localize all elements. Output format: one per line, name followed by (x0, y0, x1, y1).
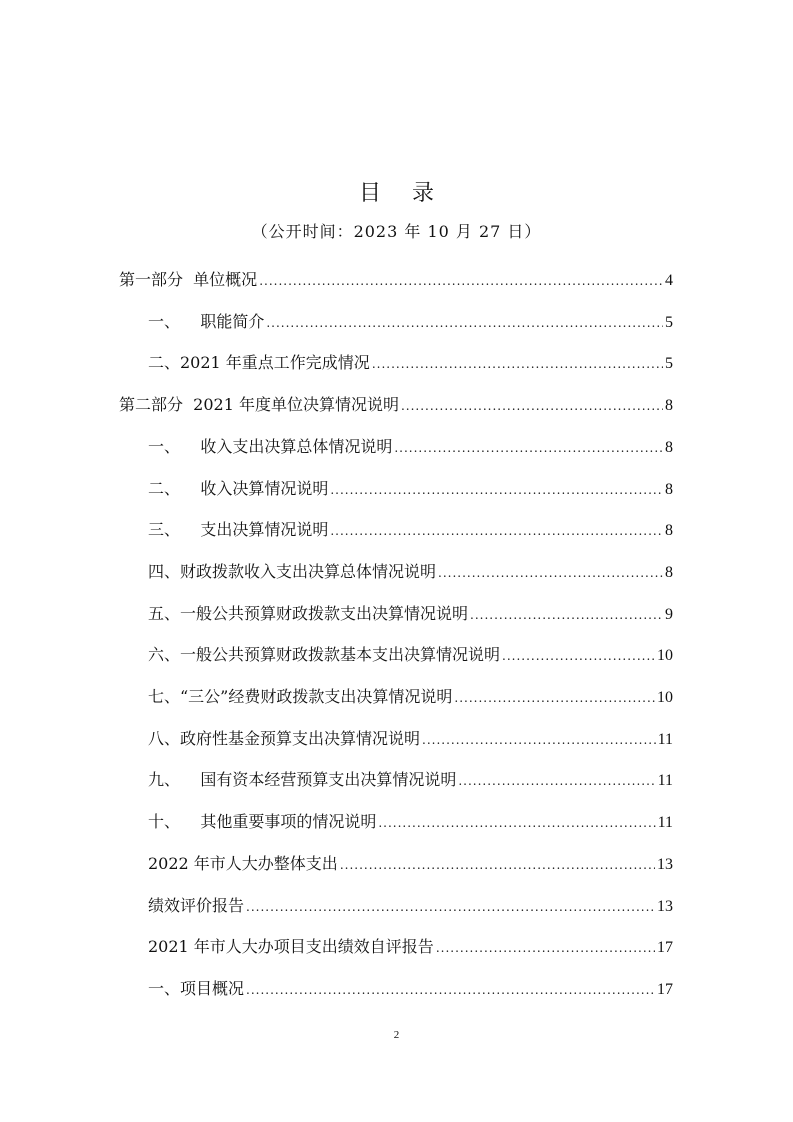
toc-entry-page: 8 (665, 439, 673, 456)
toc-entry-page: 11 (657, 814, 673, 831)
toc-entry[interactable] (148, 727, 673, 751)
toc-entry[interactable] (148, 935, 673, 959)
toc-dot-leader (246, 978, 655, 1002)
toc-entry-label: 2021 年市人大办项目支出绩效自评报告 (148, 937, 434, 956)
toc-dot-leader (438, 561, 663, 585)
toc-dot-leader (454, 686, 655, 710)
toc-entry-label: 一、 收入支出决算总体情况说明 (148, 437, 393, 456)
toc-dot-leader (502, 644, 655, 668)
toc-entry-label: 六、一般公共预算财政拨款基本支出决算情况说明 (148, 645, 501, 664)
toc-entry[interactable] (148, 477, 673, 501)
toc-dot-leader (266, 311, 663, 335)
toc-dot-leader (330, 478, 663, 502)
toc-entry-label: 五、一般公共预算财政拨款支出决算情况说明 (148, 604, 469, 623)
toc-dot-leader (394, 436, 663, 460)
toc-entry-label: 二、2021 年重点工作完成情况 (148, 353, 370, 372)
toc-entry[interactable] (148, 518, 673, 542)
toc-entry-label: 九、 国有资本经营预算支出决算情况说明 (148, 770, 457, 789)
toc-entry-page: 5 (665, 355, 673, 372)
toc-entry-page: 11 (657, 772, 673, 789)
toc-entry-label: 十、 其他重要事项的情况说明 (148, 812, 377, 831)
toc-dot-leader (246, 895, 655, 919)
toc-entry-label: 2022 年市人大办整体支出 (148, 854, 338, 873)
toc-entry[interactable] (148, 977, 673, 1001)
toc-dot-leader (436, 936, 655, 960)
toc-entry-label: 一、 职能简介 (148, 312, 265, 331)
toc-entry-label: 三、 支出决算情况说明 (148, 520, 329, 539)
toc-entry-page: 11 (657, 731, 673, 748)
toc-entry[interactable] (148, 310, 673, 334)
toc-entry[interactable] (148, 602, 673, 626)
toc-dot-leader (372, 352, 663, 376)
toc-dot-leader (401, 394, 663, 418)
publish-date: （公开时间：2023 年 10 月 27 日） (251, 222, 542, 241)
toc-dot-leader (422, 728, 656, 752)
toc-entry-label: 第一部分 单位概况 (119, 270, 258, 289)
toc-entry-label: 绩效评价报告 (148, 896, 245, 915)
page-title: 目 录 (359, 181, 446, 206)
toc-dot-leader (340, 853, 655, 877)
toc-entry-page: 5 (665, 314, 673, 331)
toc-entry-page: 17 (657, 981, 673, 998)
toc-entry-label: 四、财政拨款收入支出决算总体情况说明 (148, 562, 437, 581)
toc-entry[interactable] (148, 810, 673, 834)
toc-entry-label: 七、“三公”经费财政拨款支出决算情况说明 (148, 687, 453, 706)
toc-entry[interactable] (148, 351, 673, 375)
toc-entry-page: 17 (657, 939, 673, 956)
toc-entry-label: 八、政府性基金预算支出决算情况说明 (148, 729, 421, 748)
toc-entry[interactable] (148, 894, 673, 918)
toc-entry[interactable] (119, 393, 673, 417)
toc-entry-page: 8 (665, 522, 673, 539)
toc-entry[interactable] (119, 268, 673, 292)
toc-entry-page: 8 (665, 564, 673, 581)
toc-entry-page: 4 (665, 272, 673, 289)
toc-entry-page: 8 (665, 397, 673, 414)
toc-dot-leader (378, 811, 655, 835)
toc-entry-page: 10 (657, 689, 673, 706)
toc-dot-leader (470, 603, 663, 627)
page-number: 2 (393, 1029, 400, 1041)
toc-dot-leader (458, 769, 655, 793)
toc-entry-page: 10 (657, 647, 673, 664)
toc-entry[interactable] (148, 435, 673, 459)
toc-entry[interactable] (148, 768, 673, 792)
toc-entry-label: 一、项目概况 (148, 979, 245, 998)
toc-entry[interactable] (148, 560, 673, 584)
toc-dot-leader (330, 519, 663, 543)
toc-entry-label: 二、 收入决算情况说明 (148, 479, 329, 498)
toc-dot-leader (259, 269, 663, 293)
toc-entry-page: 8 (665, 481, 673, 498)
toc-entry-page: 13 (657, 856, 673, 873)
toc-entry-page: 13 (657, 898, 673, 915)
toc-entry[interactable] (148, 685, 673, 709)
toc-entry[interactable] (148, 643, 673, 667)
toc-entry-page: 9 (665, 606, 673, 623)
toc-entry-label: 第二部分 2021 年度单位决算情况说明 (119, 395, 399, 414)
toc-entry[interactable] (148, 852, 673, 876)
